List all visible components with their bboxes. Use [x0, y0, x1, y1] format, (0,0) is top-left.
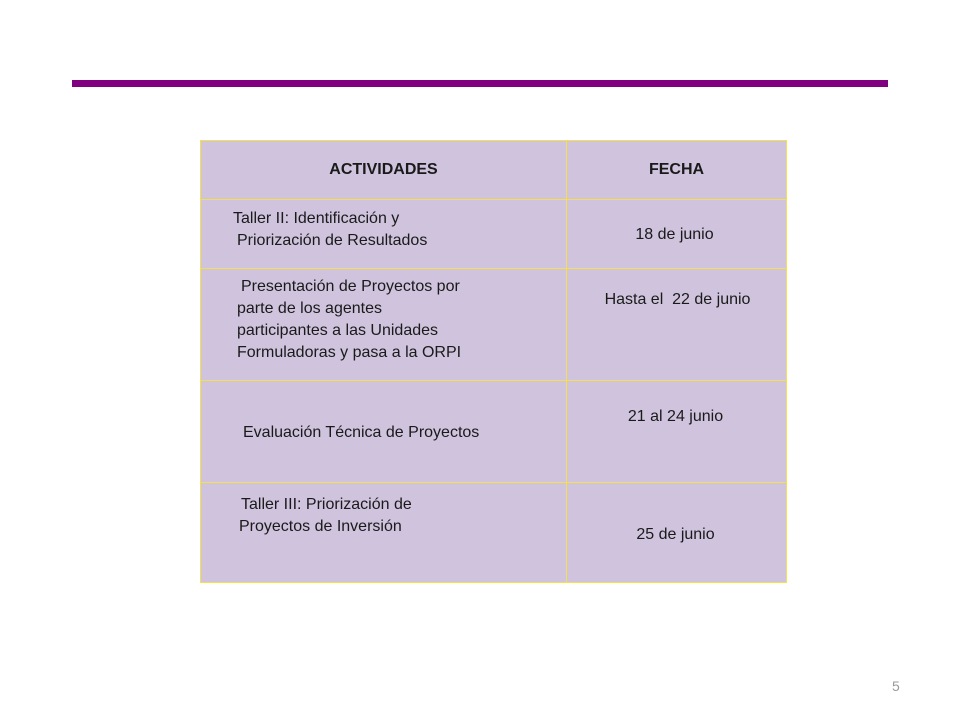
- activity-line: Formuladoras y pasa a la ORPI: [237, 344, 462, 361]
- activity-cell: [201, 381, 567, 483]
- activity-cell: [201, 200, 567, 269]
- date-value: 21 al 24 junio: [627, 408, 724, 425]
- date-value: Hasta el 22 de junio: [604, 291, 751, 308]
- activity-line: parte de los agentes: [237, 300, 382, 317]
- table-row: [201, 483, 787, 583]
- date-value: 18 de junio: [635, 226, 714, 243]
- activity-line: Taller II: Identificación y: [233, 210, 400, 227]
- activity-cell: [201, 483, 567, 583]
- date-cell: [567, 483, 787, 583]
- date-cell: [567, 200, 787, 269]
- activity-line: Proyectos de Inversión: [239, 518, 402, 535]
- table-row: [201, 269, 787, 381]
- date-value: 25 de junio: [636, 526, 715, 543]
- table-row: [201, 200, 787, 269]
- page-number: 5: [892, 678, 900, 694]
- header-date: FECHA: [567, 141, 787, 200]
- activity-line: Presentación de Proyectos por: [241, 278, 460, 295]
- top-divider-rule: [72, 80, 888, 87]
- date-cell: [567, 269, 787, 381]
- activity-line: Taller III: Priorización de: [241, 496, 412, 513]
- header-activities: ACTIVIDADES: [201, 141, 567, 200]
- activity-line: Priorización de Resultados: [237, 232, 428, 249]
- activity-line: Evaluación Técnica de Proyectos: [243, 424, 480, 441]
- date-cell: [567, 381, 787, 483]
- activity-cell: [201, 269, 567, 381]
- table-header-row: [201, 141, 787, 200]
- activity-line: participantes a las Unidades: [237, 322, 439, 339]
- schedule-table: [200, 140, 787, 583]
- table-row: [201, 381, 787, 483]
